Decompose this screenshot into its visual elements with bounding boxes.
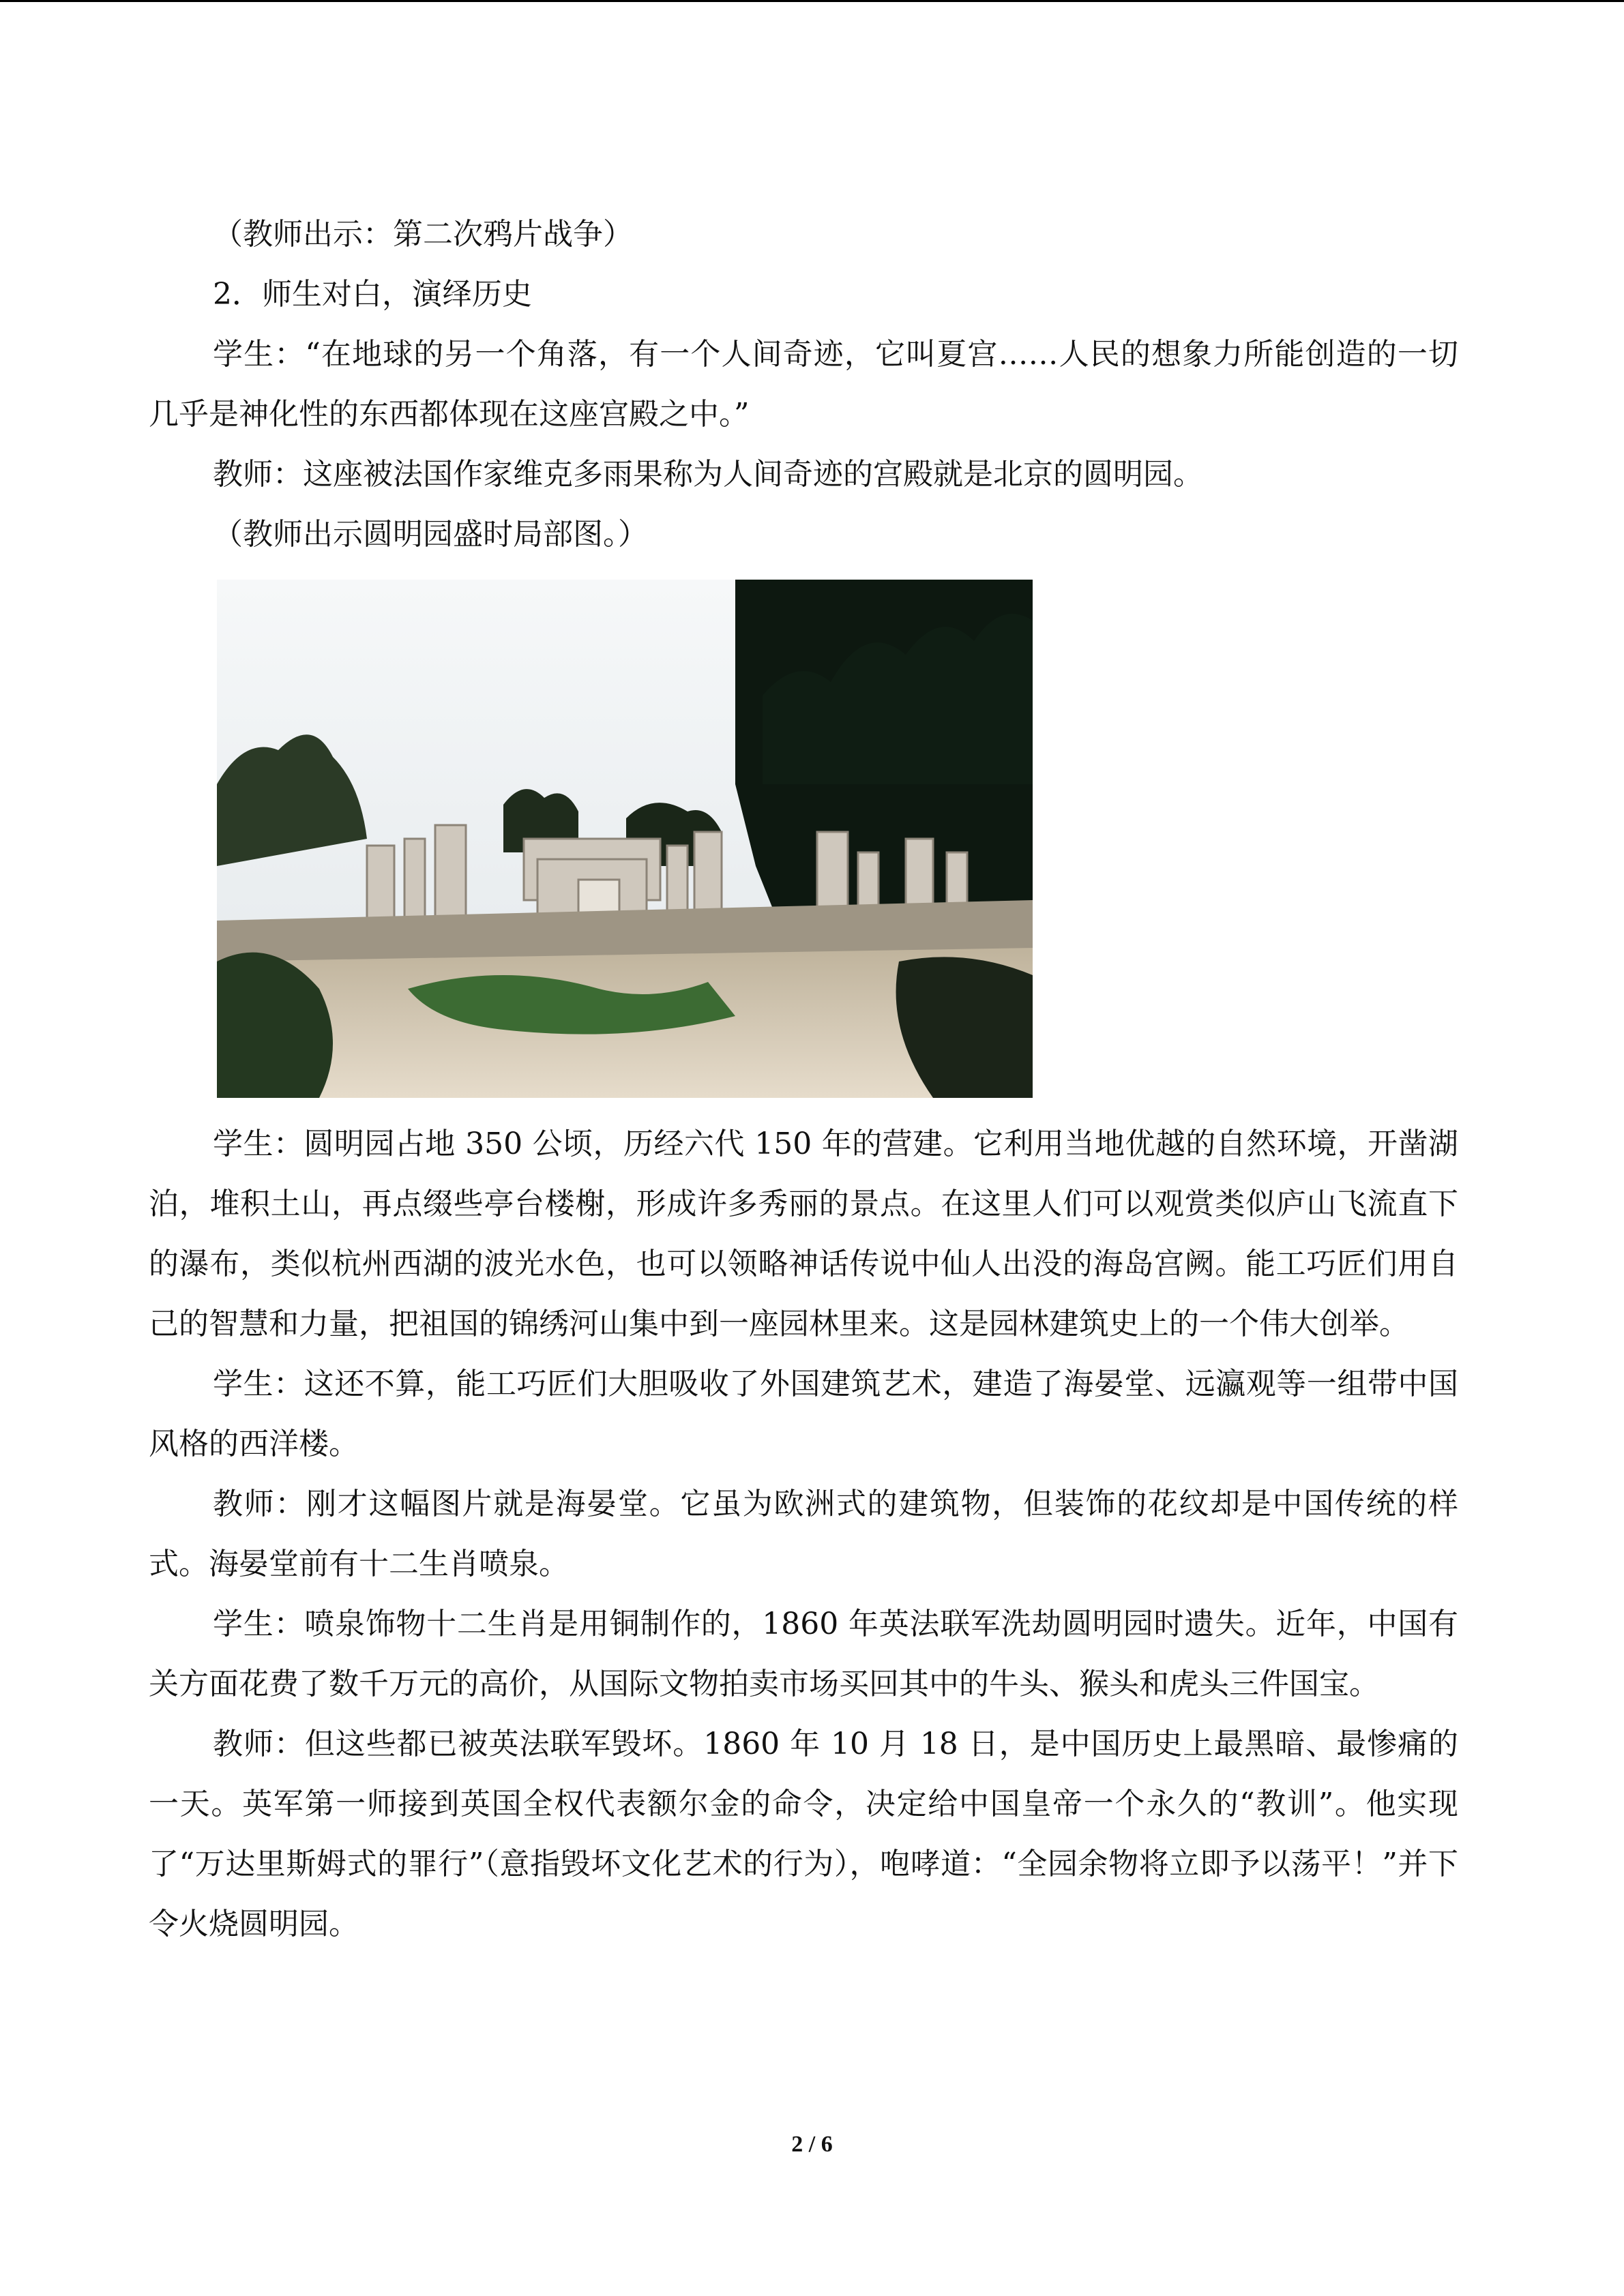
paragraph-student-area: 学生：圆明园占地 350 公顷，历经六代 150 年的营建。它利用当地优越的自然环境，开凿湖泊，堆积土山，再点缀些亭台楼榭，形成许多秀丽的景点。在这里人们可以观赏类似庐山飞流直下的瀑布，类似杭州西湖的波光水色，也可以领略神话传说中仙人出没的海岛宫阙。能工巧匠们用自己的智慧和力量，把祖国的锦绣河山集中到一座园林里来。这是园林建筑史上的一个伟大创举。 [149, 1127, 1458, 1341]
paragraph-student-quote: 学生：“在地球的另一个角落，有一个人间奇迹，它叫夏宫……人民的想象力所能创造的一切几乎是神化性的东西都体现在这座宫殿之中。” [149, 337, 1458, 432]
yuanmingyuan-photo [217, 580, 1033, 1098]
ruins-photo-illustration [217, 580, 1033, 1098]
section-heading: 2．师生对白，演绎历史 [213, 277, 532, 312]
paragraph-student-western-buildings: 学生：这还不算，能工巧匠们大胆吸收了外国建筑艺术，建造了海晏堂、远瀛观等一组带中国风格的西洋楼。 [149, 1367, 1458, 1461]
paragraph-student-zodiac: 学生：喷泉饰物十二生肖是用铜制作的，1860 年英法联军洗劫圆明园时遗失。近年，中国有关方面花费了数千万元的高价，从国际文物拍卖市场买回其中的牛头、猴头和虎头三件国宝。 [149, 1607, 1458, 1701]
paragraph-teacher-yuanmingyuan: 教师：这座被法国作家维克多雨果称为人间奇迹的宫殿就是北京的圆明园。 [213, 457, 1203, 492]
page-number: 2 / 6 [791, 2132, 833, 2157]
page-top-border [0, 0, 1624, 2]
teacher-shows-note: （教师出示：第二次鸦片战争） [213, 217, 633, 252]
document-page [149, 205, 1458, 1954]
paragraph-teacher-destruction: 教师：但这些都已被英法联军毁坏。1860 年 10 月 18 日，是中国历史上最黑暗、最惨痛的一天。英军第一师接到英国全权代表额尔金的命令，决定给中国皇帝一个永久的“教训”。他实现了“万达里斯姆式的罪行”（意指毁坏文化艺术的行为），咆哮道：“全园余物将立即予以荡平！”并下令火烧圆明园。 [149, 1727, 1458, 1941]
image-caption: （教师出示圆明园盛时局部图。） [213, 517, 648, 552]
paragraph-teacher-haiyantang: 教师：刚才这幅图片就是海晏堂。它虽为欧洲式的建筑物，但装饰的花纹却是中国传统的样式。海晏堂前有十二生肖喷泉。 [149, 1487, 1458, 1581]
